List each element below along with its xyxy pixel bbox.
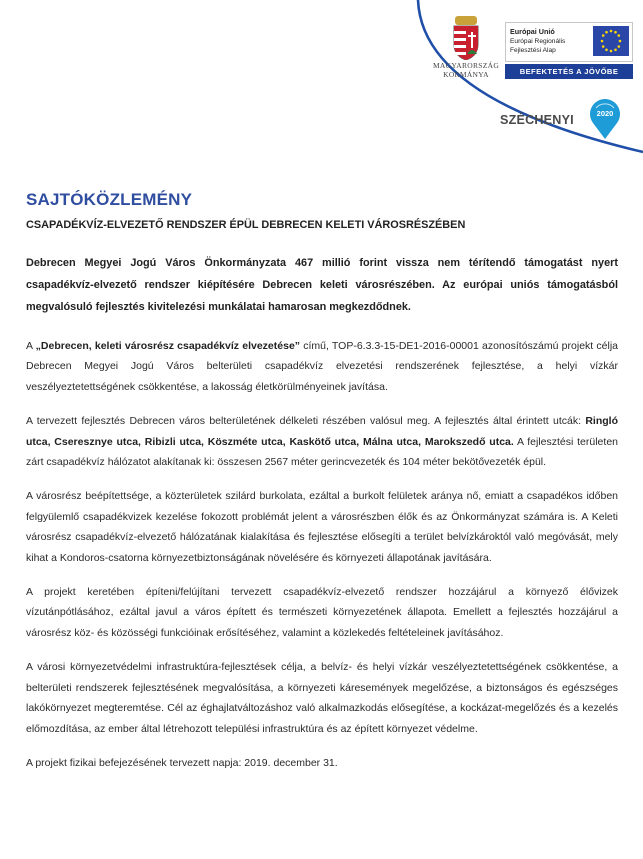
government-name-line2: KORMÁNYA bbox=[443, 70, 489, 79]
government-name-line1: MAGYARORSZÁG bbox=[432, 61, 500, 70]
project-name: „Debrecen, keleti városrész csapadékvíz elvezetése” bbox=[35, 340, 301, 352]
paragraph-2-start: A tervezett fejlesztés Debrecen város belterületének délkeleti részében valósul meg. A fejlesztés által érintett utcák: bbox=[26, 415, 586, 428]
paragraph-benefits: A projekt keretében építeni/felújítani tervezett csapadékvíz-elvezető rendszer hozzájárul a környező élővizek vízutánpótlásához, ezáltal javul a város épített és természeti környezetének állapota. Emellett a fejlesztés hozzájárul a városrész köz- és közösségi funkcióinak erősítéséhez, valamint a közlekedés feltételeinek javításához. bbox=[26, 586, 618, 639]
szechenyi-wordmark: SZÉCHENYI bbox=[500, 113, 574, 127]
street-list: Ringló utca, Cseresznye utca, Ribizli utca, Köszméte utca, Kaskötő utca, Málna utca, Marokszedő utca. bbox=[26, 415, 618, 448]
paragraph-completion-date: A projekt fizikai befejezésének tervezett napja: 2019. december 31. bbox=[26, 756, 338, 769]
paragraph-goals: A városi környezetvédelmi infrastruktúra-fejlesztések célja, a belvíz- és helyi vízkár veszélyeztetettségének csökkentése, a belterületi rendszerek fejlesztésének megvalósítása, a környezeti káresemények megelőzése, a biztonságos és egészséges lakókörnyezet megteremtése. Cél az éghajlatváltozáshoz való alkalmazkodás elősegítése, a kockázat-megelőzés és a kezelés előmozdítása, az ember által létrehozott települési infrastruktúra és az épített környezet védelme. bbox=[26, 661, 618, 735]
page-subtitle: CSAPADÉKVÍZ-ELVEZETŐ RENDSZER ÉPÜL DEBRECEN KELETI VÁROSRÉSZÉBEN bbox=[26, 219, 466, 231]
eu-line1: Európai Unió bbox=[510, 27, 555, 36]
paragraph-1-rest: című, TOP-6.3.3-15-DE1-2016-00001 azonosítószámú projekt célja Debrecen Megyei Jogú Város belterületi csapadékvíz elvezetési rendszerének fejlesztése, a helyi vízkár veszélyeztetettségének csökkentése, a lakosság életkörülményeinek javítása. bbox=[26, 340, 618, 393]
szechenyi-year: 2020 bbox=[596, 109, 614, 118]
lead-paragraph: Debrecen Megyei Jogú Város Önkormányzata 467 millió forint vissza nem térítendő támogatást nyert csapadékvíz-elvezető rendszer kiépítésére Debrecen keleti városrészében. Az európai uniós támogatásból megvalósuló fejlesztés kivitelezési munkálatai hamarosan megkezdődnek. bbox=[26, 257, 618, 313]
government-name bbox=[428, 61, 504, 79]
eu-line3: Fejlesztési Alap bbox=[510, 47, 556, 54]
paragraph-1-start: A bbox=[26, 340, 36, 352]
hungarian-crest-icon bbox=[449, 16, 483, 60]
paragraph-problem: A városrész beépítettsége, a közterületek szilárd burkolata, ezáltal a burkolt felületek aránya nő, emiatt a csapadékos időben felgyülemlő csapadékvizek kezelése fokozott problémát jelent a városrészben élők és az Önkormányzat számára is. A Keleti városrész csapadékvíz-elvezető hálózatának kialakítása és fejlesztése elősegíti a terület belvízkároktól való megóvását, mely kihat a Kondoros-csatorna környezetbiztonságának növelésére és környezeti állapotának javítására. bbox=[26, 490, 618, 564]
eu-logo bbox=[505, 22, 633, 62]
location-pin-icon bbox=[588, 99, 622, 139]
government-logo bbox=[428, 16, 504, 79]
paragraph-project-goal bbox=[26, 336, 618, 397]
eu-flag-icon bbox=[593, 26, 629, 56]
eu-invest-banner: BEFEKTETÉS A JÖVŐBE bbox=[505, 64, 633, 79]
page-title: SAJTÓKÖZLEMÉNY bbox=[26, 190, 193, 209]
eu-line2: Európai Regionális bbox=[510, 37, 566, 45]
eu-fund-text bbox=[510, 27, 565, 56]
page-header bbox=[0, 0, 643, 165]
press-release-body bbox=[26, 252, 618, 787]
paragraph-affected-streets bbox=[26, 411, 618, 472]
paragraph-2-rest: A fejlesztési területen zárt csapadékvíz hálózatot alakítanak ki: összesen 2567 méter gerincvezeték és 104 méter bekötővezeték épül. bbox=[26, 435, 618, 469]
